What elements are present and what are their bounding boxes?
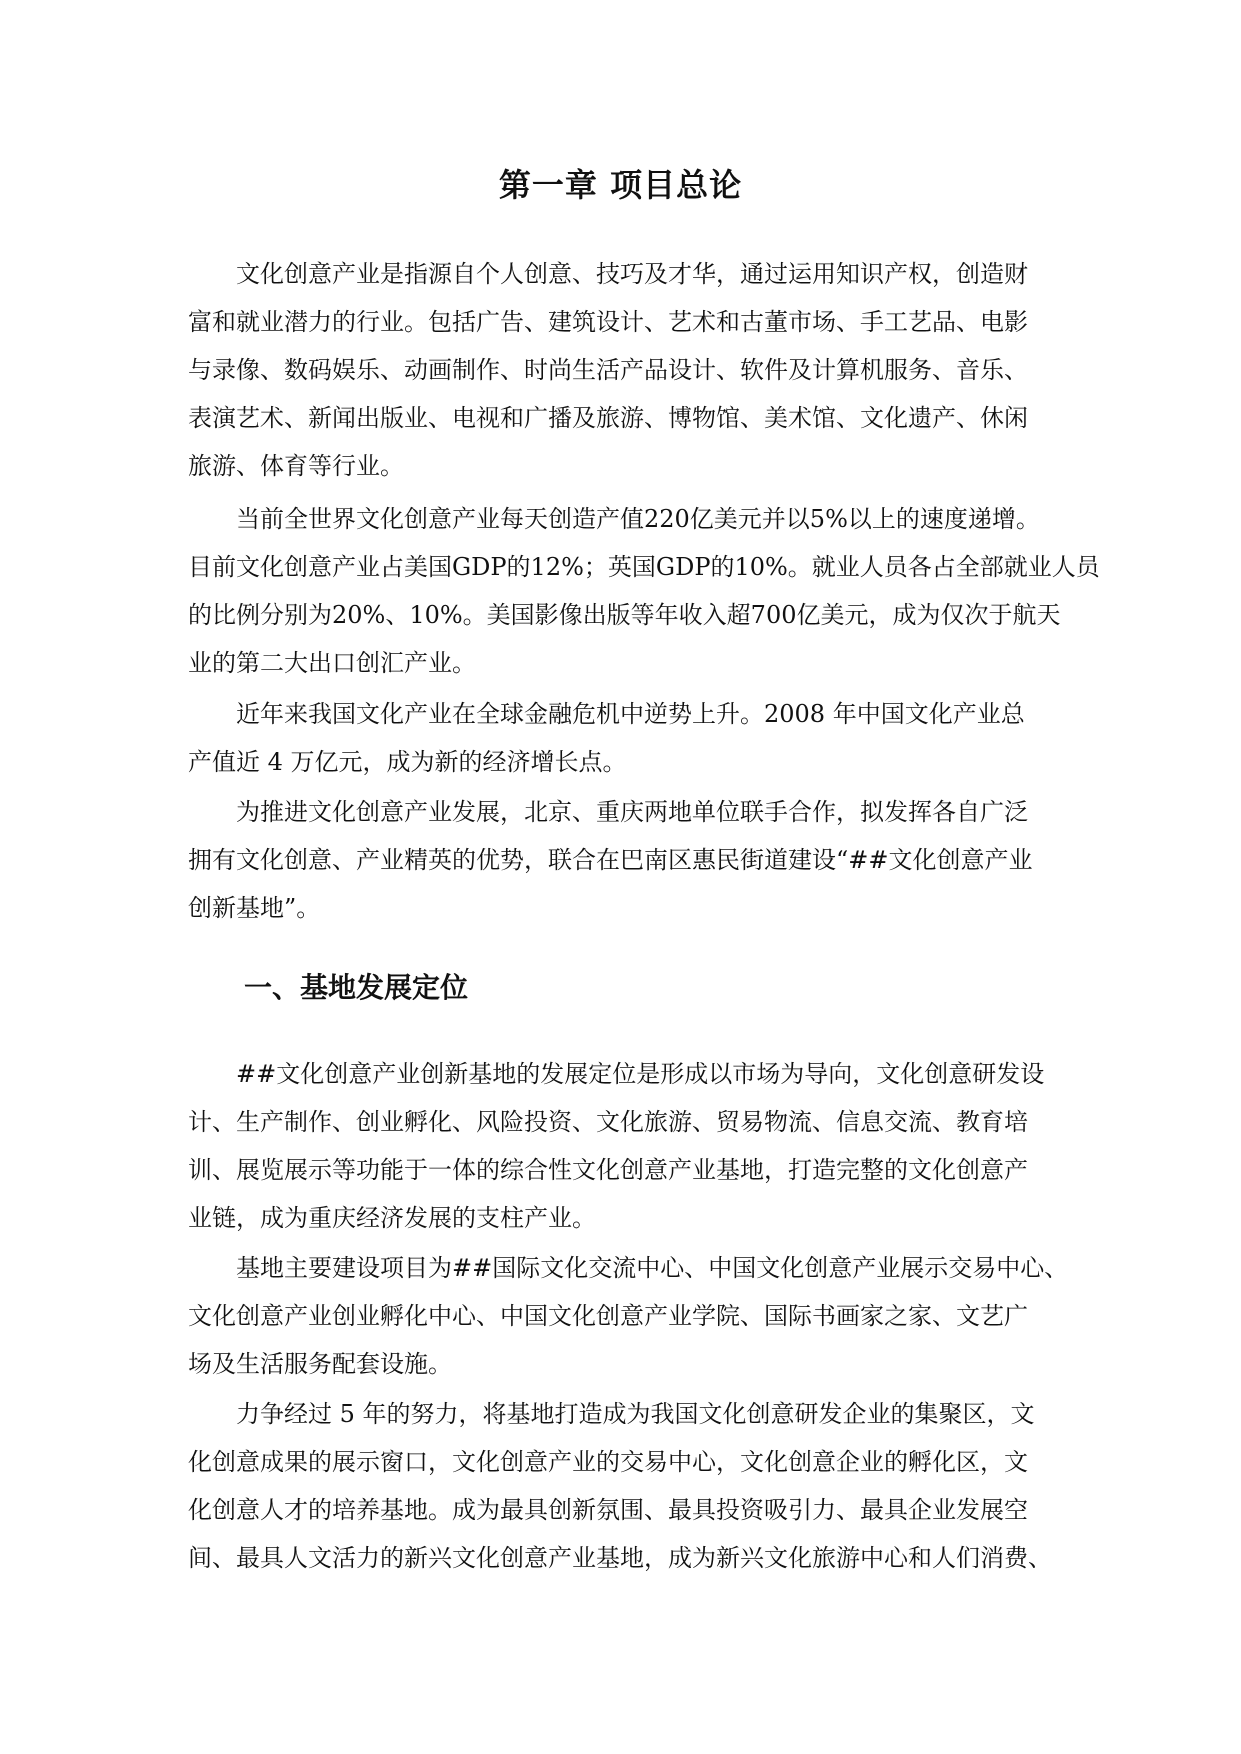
intro-paragraph-3	[188, 690, 1068, 786]
intro-paragraph-1	[188, 250, 1068, 490]
text-line: 间、最具人文活力的新兴文化创意产业基地，成为新兴文化旅游中心和人们消费、	[188, 1544, 1052, 1572]
text-line: 基地主要建设项目为##国际文化交流中心、中国文化创意产业展示交易中心、	[236, 1254, 1069, 1282]
text-line: 计、生产制作、创业孵化、风险投资、文化旅游、贸易物流、信息交流、教育培	[188, 1108, 1028, 1136]
text-line: 文化创意产业是指源自个人创意、技巧及才华，通过运用知识产权，创造财	[236, 260, 1028, 288]
text-line: 近年来我国文化产业在全球金融危机中逆势上升。2008 年中国文化产业总	[236, 700, 1025, 728]
text-line: 当前全世界文化创意产业每天创造产值220亿美元并以5%以上的速度递增。	[236, 505, 1040, 533]
text-line: 旅游、体育等行业。	[188, 452, 404, 480]
section-paragraph-1	[188, 1050, 1068, 1242]
text-line: 与录像、数码娱乐、动画制作、时尚生活产品设计、软件及计算机服务、音乐、	[188, 356, 1028, 384]
text-line: 拥有文化创意、产业精英的优势，联合在巴南区惠民街道建设“##文化创意产业	[188, 846, 1033, 874]
text-line: 为推进文化创意产业发展，北京、重庆两地单位联手合作，拟发挥各自广泛	[236, 798, 1028, 826]
text-line: 目前文化创意产业占美国GDP的12%；英国GDP的10%。就业人员各占全部就业人员	[188, 553, 1100, 581]
chapter-title: 第一章 项目总论	[498, 166, 743, 204]
intro-paragraph-4	[188, 788, 1068, 932]
text-line: 业的第二大出口创汇产业。	[188, 649, 476, 677]
text-line: 化创意成果的展示窗口，文化创意产业的交易中心，文化创意企业的孵化区，文	[188, 1448, 1028, 1476]
text-line: 力争经过 5 年的努力，将基地打造成为我国文化创意研发企业的集聚区，文	[236, 1400, 1035, 1428]
section-paragraph-2	[188, 1244, 1068, 1388]
text-line: ##文化创意产业创新基地的发展定位是形成以市场为导向，文化创意研发设	[236, 1060, 1045, 1088]
text-line: 训、展览展示等功能于一体的综合性文化创意产业基地，打造完整的文化创意产	[188, 1156, 1028, 1184]
section-title: 一、基地发展定位	[244, 971, 469, 1004]
text-line: 表演艺术、新闻出版业、电视和广播及旅游、博物馆、美术馆、文化遗产、休闲	[188, 404, 1028, 432]
text-line: 产值近 4 万亿元，成为新的经济增长点。	[188, 748, 627, 776]
section-paragraph-3	[188, 1390, 1068, 1582]
text-line: 富和就业潜力的行业。包括广告、建筑设计、艺术和古董市场、手工艺品、电影	[188, 308, 1028, 336]
text-line: 场及生活服务配套设施。	[188, 1350, 452, 1378]
text-line: 文化创意产业创业孵化中心、中国文化创意产业学院、国际书画家之家、文艺广	[188, 1302, 1028, 1330]
intro-paragraph-2	[188, 495, 1100, 687]
text-line: 的比例分别为20%、10%。美国影像出版等年收入超700亿美元，成为仅次于航天	[188, 601, 1061, 629]
text-line: 业链，成为重庆经济发展的支柱产业。	[188, 1204, 596, 1232]
text-line: 化创意人才的培养基地。成为最具创新氛围、最具投资吸引力、最具企业发展空	[188, 1496, 1028, 1524]
text-line: 创新基地”。	[188, 894, 321, 922]
